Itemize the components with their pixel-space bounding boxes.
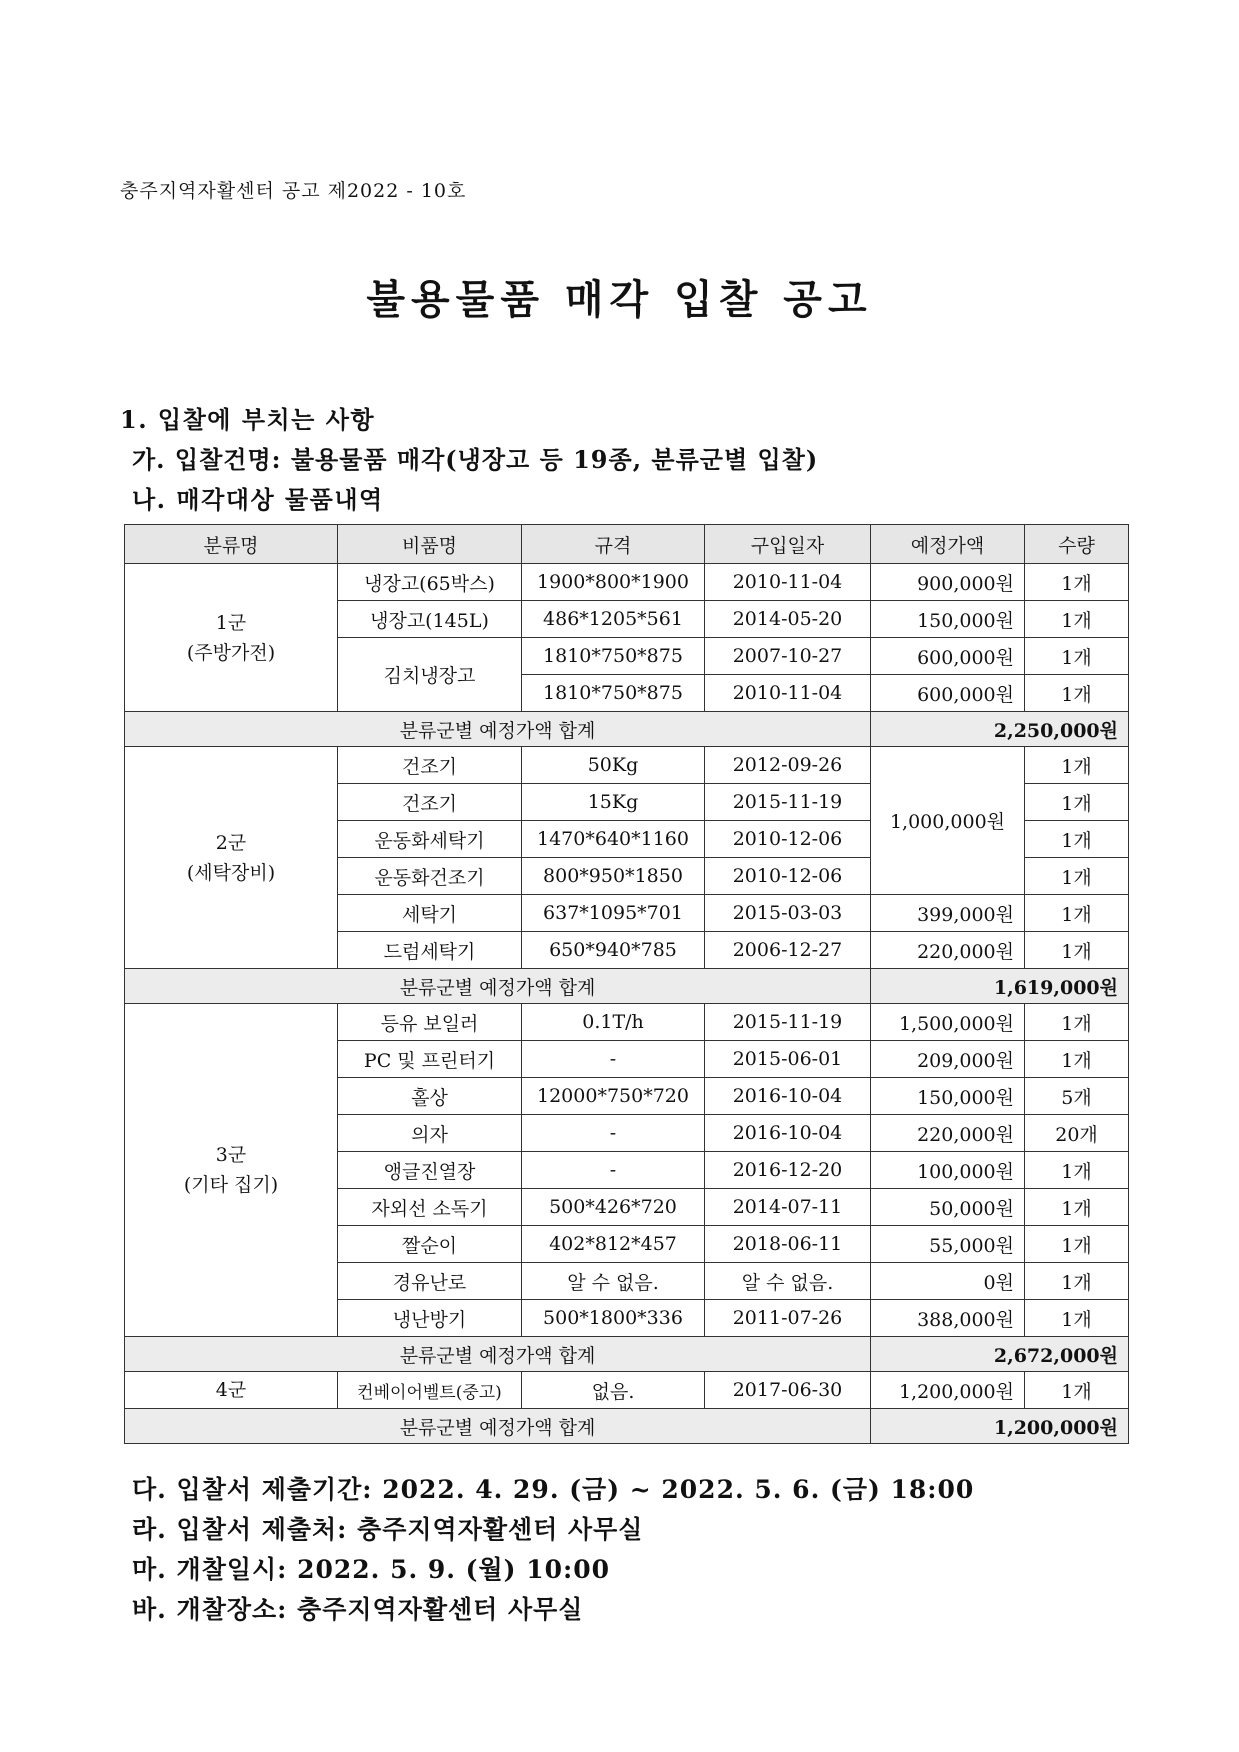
item-name: 운동화세탁기 [338,821,522,858]
item-date: 2010-12-06 [705,821,871,858]
item-name: 세탁기 [338,895,522,932]
submission-period: 다. 입찰서 제출기간: 2022. 4. 29. (금) ~ 2022. 5. 6. (금) 18:00 [132,1475,975,1504]
item-price: 600,000원 [871,638,1025,675]
item-name: 홀상 [338,1078,522,1115]
item-price: 388,000원 [871,1300,1025,1337]
table-header-row [125,525,1129,564]
item-name: 운동화건조기 [338,858,522,895]
table-row [125,564,1129,601]
section-1-heading: 1. 입찰에 부치는 사항 [120,405,376,434]
header-spec: 규격 [522,525,705,564]
item-qty: 1개 [1025,1372,1129,1409]
table-row [125,1372,1129,1409]
item-name: 짤순이 [338,1226,522,1263]
bid-name-line: 가. 입찰건명: 불용물품 매각(냉장고 등 19종, 분류군별 입찰) [132,445,819,474]
header-quantity: 수량 [1025,525,1129,564]
item-spec: 없음. [522,1372,705,1409]
item-qty: 1개 [1025,821,1129,858]
group-cell [125,564,338,712]
table-row [125,1004,1129,1041]
subtotal-value: 2,250,000원 [871,712,1129,747]
subtotal-value: 1,619,000원 [871,969,1129,1004]
items-table [124,524,1129,1444]
item-name: 드럼세탁기 [338,932,522,969]
item-spec: 1810*750*875 [522,675,705,712]
subtotal-row [125,712,1129,747]
item-name: 김치냉장고 [338,638,522,712]
item-date: 2010-11-04 [705,675,871,712]
group-cell [125,1004,338,1337]
item-qty: 1개 [1025,1152,1129,1189]
item-name: 경유난로 [338,1263,522,1300]
item-date: 2014-05-20 [705,601,871,638]
item-spec: 1810*750*875 [522,638,705,675]
group-cell [125,747,338,969]
group-name: 4군 [215,1379,247,1401]
submission-place: 라. 입찰서 제출처: 충주지역자활센터 사무실 [132,1515,644,1544]
item-date: 2015-03-03 [705,895,871,932]
item-qty: 1개 [1025,858,1129,895]
item-spec: 1900*800*1900 [522,564,705,601]
group-name: 2군 [215,831,247,854]
group-cell [125,1372,338,1409]
item-date: 2012-09-26 [705,747,871,784]
item-name: 컨베이어벨트(중고) [338,1372,522,1409]
item-qty: 1개 [1025,638,1129,675]
header-category: 분류명 [125,525,338,564]
item-price: 150,000원 [871,601,1025,638]
group-desc: (기타 집기) [183,1174,279,1196]
item-spec: 637*1095*701 [522,895,705,932]
item-spec: 15Kg [522,784,705,821]
subtotal-label: 분류군별 예정가액 합계 [125,969,871,1004]
shared-price: 1,000,000원 [871,747,1025,895]
subtotal-label: 분류군별 예정가액 합계 [125,1337,871,1372]
item-date: 2011-07-26 [705,1300,871,1337]
item-date: 2016-10-04 [705,1078,871,1115]
item-price: 1,500,000원 [871,1004,1025,1041]
item-spec: 0.1T/h [522,1004,705,1041]
item-price: 209,000원 [871,1041,1025,1078]
item-name: PC 및 프린터기 [338,1041,522,1078]
opening-datetime: 마. 개찰일시: 2022. 5. 9. (월) 10:00 [132,1555,611,1584]
item-spec: 50Kg [522,747,705,784]
item-spec: 500*426*720 [522,1189,705,1226]
item-name: 앵글진열장 [338,1152,522,1189]
item-price: 100,000원 [871,1152,1025,1189]
item-price: 220,000원 [871,1115,1025,1152]
item-qty: 1개 [1025,1226,1129,1263]
header-item-name: 비품명 [338,525,522,564]
item-date: 2015-11-19 [705,1004,871,1041]
item-spec: 500*1800*336 [522,1300,705,1337]
item-qty: 1개 [1025,932,1129,969]
subtotal-label: 분류군별 예정가액 합계 [125,1409,871,1444]
item-date: 2017-06-30 [705,1372,871,1409]
item-qty: 1개 [1025,1004,1129,1041]
item-date: 2010-12-06 [705,858,871,895]
item-qty: 20개 [1025,1115,1129,1152]
item-spec: 486*1205*561 [522,601,705,638]
document-title: 불용물품 매각 입찰 공고 [366,276,873,323]
item-qty: 1개 [1025,1041,1129,1078]
subtotal-row [125,1337,1129,1372]
item-spec: 800*950*1850 [522,858,705,895]
item-price: 399,000원 [871,895,1025,932]
opening-place: 바. 개찰장소: 충주지역자활센터 사무실 [132,1595,584,1624]
item-name: 의자 [338,1115,522,1152]
item-spec: - [522,1152,705,1189]
item-qty: 1개 [1025,601,1129,638]
item-qty: 1개 [1025,1300,1129,1337]
subtotal-row [125,969,1129,1004]
item-price: 1,200,000원 [871,1372,1025,1409]
item-name: 등유 보일러 [338,1004,522,1041]
item-qty: 1개 [1025,895,1129,932]
item-date: 2015-11-19 [705,784,871,821]
item-qty: 1개 [1025,564,1129,601]
subtotal-label: 분류군별 예정가액 합계 [125,712,871,747]
item-qty: 1개 [1025,1263,1129,1300]
item-name: 냉장고(145L) [338,601,522,638]
item-spec: - [522,1115,705,1152]
item-qty: 1개 [1025,784,1129,821]
item-date: 2015-06-01 [705,1041,871,1078]
item-name: 자외선 소독기 [338,1189,522,1226]
group-name: 1군 [215,611,247,634]
group-desc: (세탁장비) [186,861,276,884]
bid-details [132,1470,974,1630]
item-date: 2016-10-04 [705,1115,871,1152]
item-price: 220,000원 [871,932,1025,969]
item-qty: 5개 [1025,1078,1129,1115]
item-price: 600,000원 [871,675,1025,712]
item-date: 2016-12-20 [705,1152,871,1189]
subtotal-value: 1,200,000원 [871,1409,1129,1444]
group-name: 3군 [215,1144,247,1166]
notice-number: 충주지역자활센터 공고 제2022 - 10호 [120,180,467,202]
item-date: 2007-10-27 [705,638,871,675]
item-date: 알 수 없음. [705,1263,871,1300]
items-list-heading: 나. 매각대상 물품내역 [132,485,384,514]
item-date: 2006-12-27 [705,932,871,969]
item-price: 50,000원 [871,1189,1025,1226]
item-spec: 12000*750*720 [522,1078,705,1115]
item-date: 2010-11-04 [705,564,871,601]
item-date: 2014-07-11 [705,1189,871,1226]
subtotal-value: 2,672,000원 [871,1337,1129,1372]
item-name: 냉난방기 [338,1300,522,1337]
item-date: 2018-06-11 [705,1226,871,1263]
item-name: 건조기 [338,747,522,784]
subtotal-row [125,1409,1129,1444]
header-estimated-price: 예정가액 [871,525,1025,564]
item-qty: 1개 [1025,675,1129,712]
item-spec: 1470*640*1160 [522,821,705,858]
header-purchase-date: 구입일자 [705,525,871,564]
item-name: 냉장고(65박스) [338,564,522,601]
item-price: 0원 [871,1263,1025,1300]
item-spec: 알 수 없음. [522,1263,705,1300]
item-spec: 650*940*785 [522,932,705,969]
item-price: 150,000원 [871,1078,1025,1115]
table-row [125,747,1129,784]
item-spec: - [522,1041,705,1078]
item-price: 900,000원 [871,564,1025,601]
item-qty: 1개 [1025,747,1129,784]
group-desc: (주방가전) [186,641,276,664]
item-qty: 1개 [1025,1189,1129,1226]
item-price: 55,000원 [871,1226,1025,1263]
item-name: 건조기 [338,784,522,821]
item-spec: 402*812*457 [522,1226,705,1263]
